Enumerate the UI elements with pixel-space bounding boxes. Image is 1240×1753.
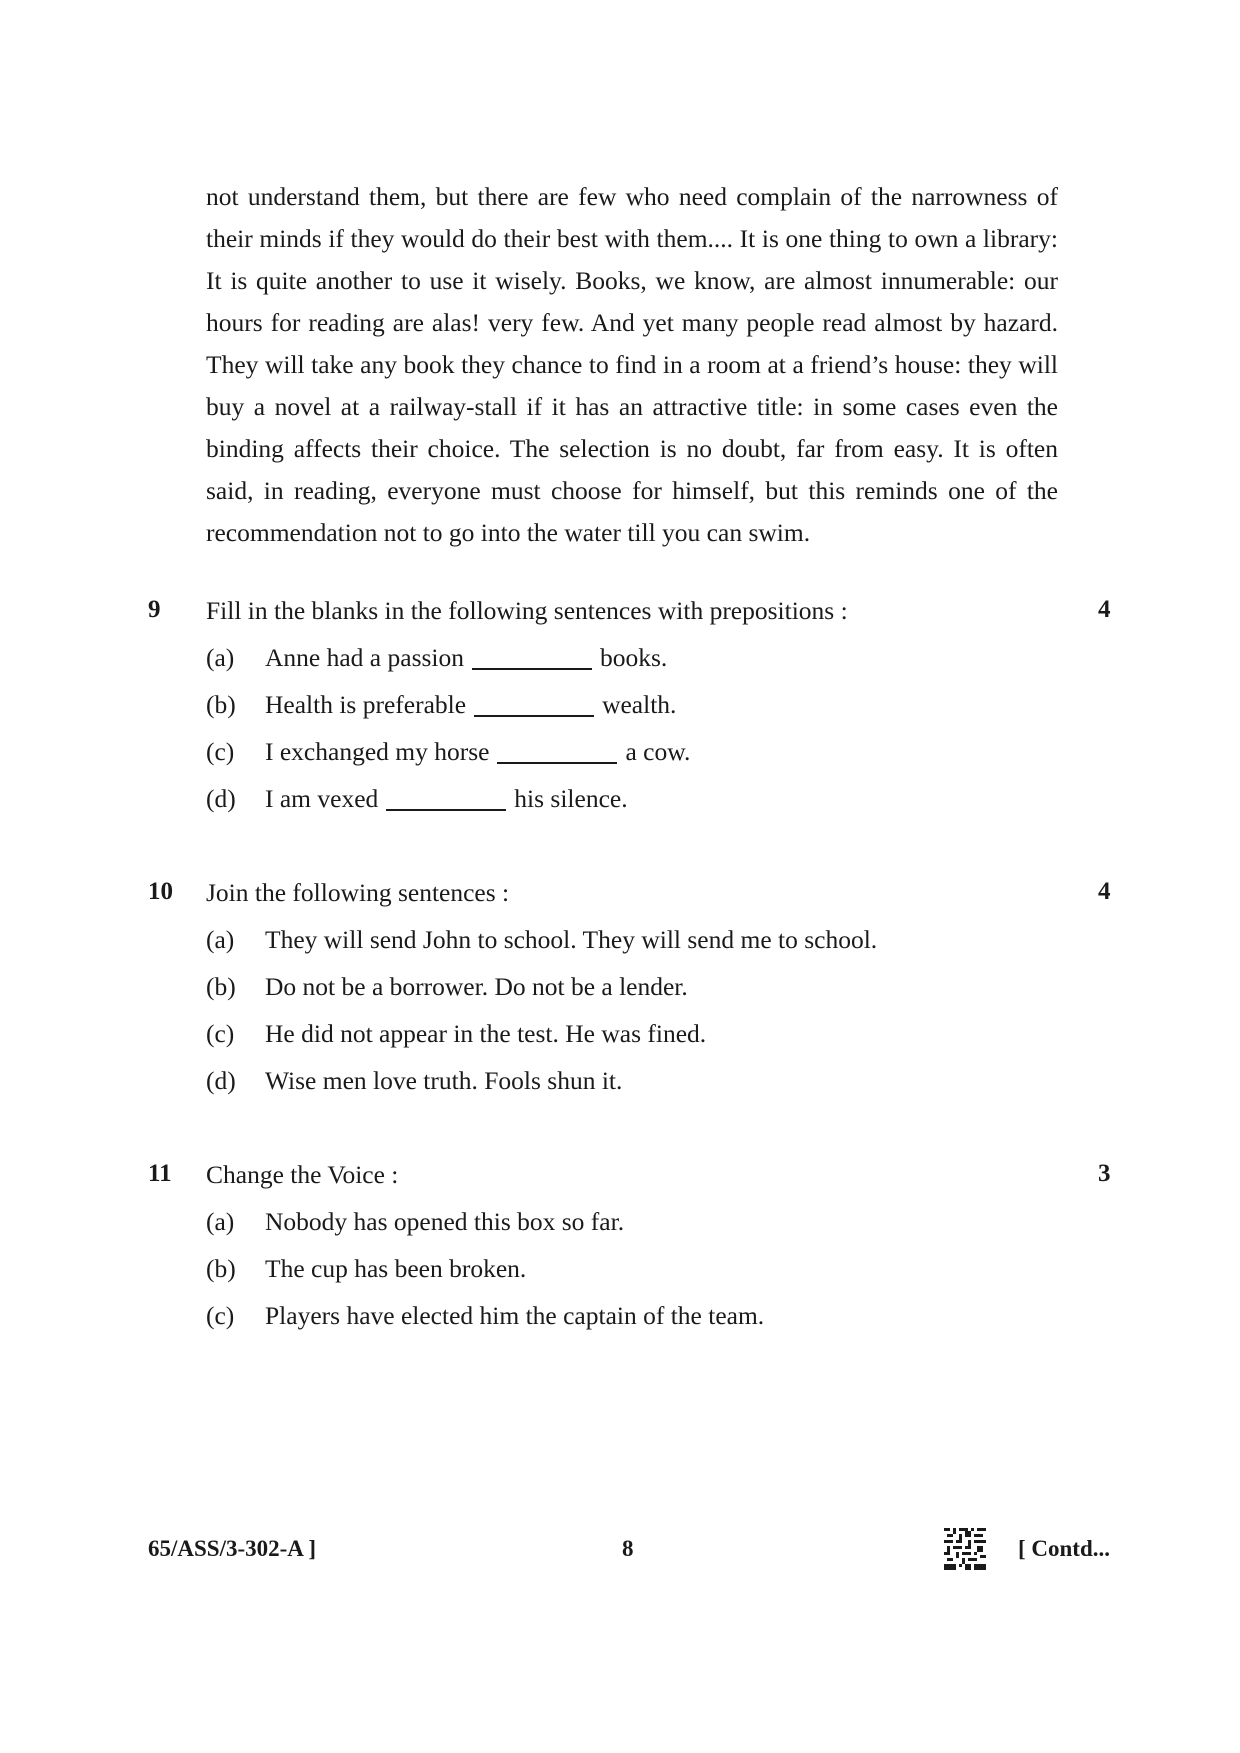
page-number: 8 — [622, 1536, 634, 1561]
option-label: (c) — [206, 737, 235, 766]
passage-text: not understand them, but there are few who need complain of the narrowness of their minds if they would do their best with them.... It is one thing to own a library: It is quite another to use it wisely. Books, we know, are almost innumerable: our hours for reading are alas! very few. And yet many people read almost by hazard. They will take any book they chance to find in a room at a friend’s house: they will buy a novel at a railway-stall if it has an attractive title: in some cases even the binding affects their choice. The selection is no doubt, far from easy. It is often said, in reading, everyone must choose for himself, but this reminds one of the recommendation not to go into the water till you can swim. — [206, 182, 1058, 547]
option-text — [265, 784, 628, 814]
option-text — [265, 690, 676, 720]
option-label: (c) — [206, 1019, 235, 1048]
option-label: (a) — [206, 925, 235, 954]
question-text: Change the Voice : — [206, 1160, 399, 1189]
answer-blank — [497, 742, 617, 764]
question-text: Fill in the blanks in the following sentences with prepositions : — [206, 596, 848, 625]
option-label: (b) — [206, 690, 236, 719]
question-number: 9 — [148, 596, 161, 623]
option-text-after: wealth. — [602, 690, 677, 719]
option-text-after: his silence. — [514, 784, 628, 813]
option-text-after: a cow. — [625, 737, 691, 766]
option-text-before: I exchanged my horse — [265, 737, 490, 766]
answer-blank — [474, 695, 594, 717]
continued-label: [ Contd... — [1018, 1536, 1111, 1561]
option-text-before: I am vexed — [265, 784, 379, 813]
option-label: (b) — [206, 972, 236, 1001]
option-text: Do not be a borrower. Do not be a lender. — [265, 972, 688, 1001]
option-label: (a) — [206, 643, 235, 672]
paper-code: 65/ASS/3-302-A ] — [148, 1536, 317, 1561]
question-number: 10 — [148, 878, 173, 905]
option-text: They will send John to school. They will send me to school. — [265, 925, 878, 954]
answer-blank — [472, 648, 592, 670]
option-label: (d) — [206, 784, 236, 813]
answer-blank — [386, 789, 506, 811]
option-label: (c) — [206, 1301, 235, 1330]
option-label: (b) — [206, 1254, 236, 1283]
option-label: (d) — [206, 1066, 236, 1095]
option-text — [265, 737, 690, 767]
question-number: 11 — [148, 1160, 172, 1187]
option-text-before: Health is preferable — [265, 690, 467, 719]
option-text: Nobody has opened this box so far. — [265, 1207, 625, 1236]
option-label: (a) — [206, 1207, 235, 1236]
option-text: He did not appear in the test. He was fined. — [265, 1019, 707, 1048]
option-text: Wise men love truth. Fools shun it. — [265, 1066, 623, 1095]
option-text: The cup has been broken. — [265, 1254, 527, 1283]
question-text: Join the following sentences : — [206, 878, 510, 907]
qr-code-icon — [944, 1528, 986, 1570]
question-marks: 4 — [1098, 596, 1111, 623]
option-text-before: Anne had a passion — [265, 643, 464, 672]
option-text-after: books. — [600, 643, 668, 672]
option-text: Players have elected him the captain of the team. — [265, 1301, 765, 1330]
question-marks: 3 — [1098, 1160, 1111, 1187]
option-text — [265, 643, 667, 673]
question-marks: 4 — [1098, 878, 1111, 905]
